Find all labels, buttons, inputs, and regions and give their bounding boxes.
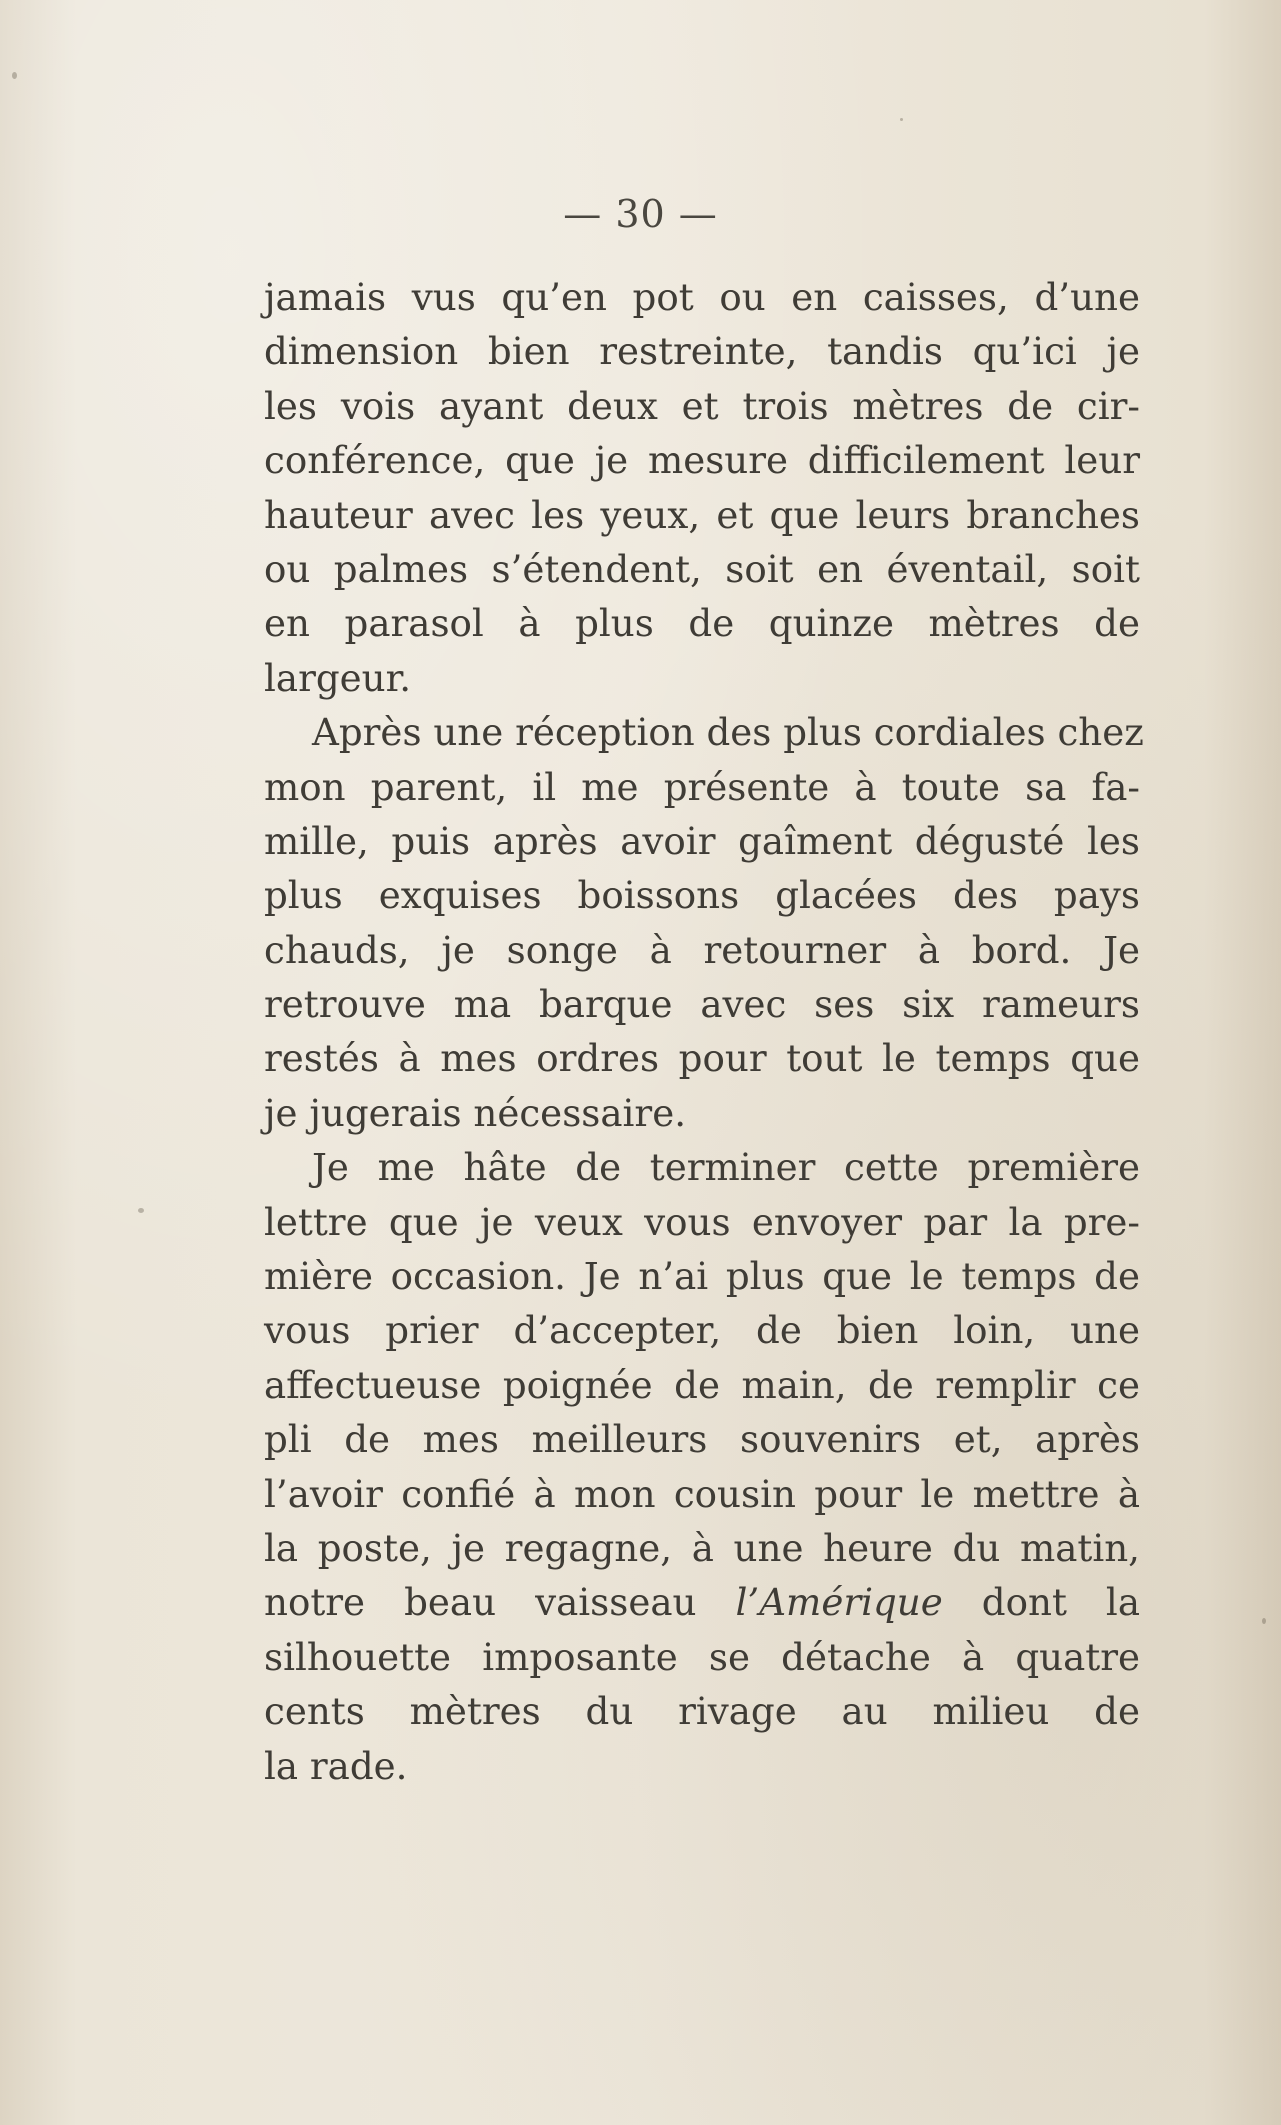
- text-line: en parasol à plus de quinze mètres de: [264, 601, 1140, 646]
- text-line: la poste, je regagne, à une heure du matin,: [264, 1525, 1140, 1570]
- text-line: largeur.: [264, 655, 412, 700]
- text-line: jamais vus qu’en pot ou en caisses, d’une: [264, 275, 1140, 319]
- text-line: mille, puis après avoir gaîment dégusté les: [264, 818, 1140, 863]
- text-line-with-ship-name: [264, 1575, 1140, 1629]
- text-line: Après une réception des plus cordiales chez: [312, 710, 1144, 755]
- text-line: je jugerais nécessaire.: [264, 1090, 687, 1135]
- text-line: mière occasion. Je n’ai plus que le temps de: [264, 1254, 1140, 1299]
- text-line: ou palmes s’étendent, soit en éventail, soit: [264, 546, 1140, 591]
- text-line: Je me hâte de terminer cette première: [312, 1145, 1140, 1190]
- paper-speck: [1262, 1618, 1266, 1624]
- text-line: conférence, que je mesure difficilement leur: [264, 438, 1140, 483]
- text-line: affectueuse poignée de main, de remplir ce: [264, 1362, 1140, 1407]
- text-line: cents mètres du rivage au milieu de: [264, 1689, 1140, 1734]
- text-line: dimension bien restreinte, tandis qu’ici je: [264, 329, 1140, 374]
- text-line: vous prier d’accepter, de bien loin, une: [264, 1308, 1140, 1353]
- ship-name: l’Amérique: [735, 1580, 943, 1625]
- text-line: les vois ayant deux et trois mètres de cir-: [264, 383, 1140, 428]
- paper-speck: [900, 118, 903, 121]
- text-line: retrouve ma barque avec ses six rameurs: [264, 982, 1140, 1027]
- text-line: l’avoir confié à mon cousin pour le mettre à: [264, 1471, 1140, 1516]
- paper-speck: [138, 1208, 144, 1213]
- line-after-ship-name: dont la: [942, 1580, 1140, 1625]
- text-line: mon parent, il me présente à toute sa fa-: [264, 764, 1140, 809]
- text-line: lettre que je veux vous envoyer par la pre-: [264, 1199, 1140, 1244]
- text-line: hauteur avec les yeux, et que leurs branches: [264, 492, 1140, 537]
- text-line: la rade.: [264, 1743, 408, 1788]
- page-number: — 30 —: [563, 192, 718, 236]
- text-line: plus exquises boissons glacées des pays: [264, 873, 1140, 918]
- text-line: chauds, je songe à retourner à bord. Je: [264, 927, 1140, 972]
- text-line: silhouette imposante se détache à quatre: [264, 1634, 1140, 1679]
- line-before-ship-name: notre beau vaisseau: [264, 1580, 736, 1625]
- text-line: pli de mes meilleurs souvenirs et, après: [264, 1417, 1140, 1462]
- body-text: [264, 270, 1144, 1793]
- paper-speck: [12, 72, 17, 79]
- text-line: restés à mes ordres pour tout le temps que: [264, 1036, 1140, 1081]
